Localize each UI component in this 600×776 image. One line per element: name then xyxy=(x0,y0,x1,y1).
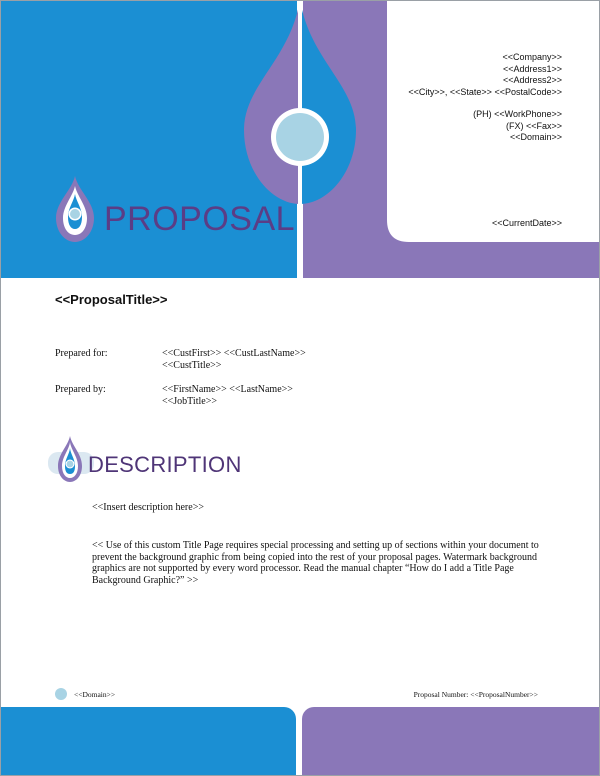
author-job-title: <<JobTitle>> xyxy=(162,396,217,407)
description-heading: DESCRIPTION xyxy=(88,452,242,477)
company-contact-block xyxy=(473,109,562,144)
prepared-by-section xyxy=(55,384,555,414)
customer-title: <<CustTitle>> xyxy=(162,360,222,371)
company-address-block xyxy=(408,52,562,98)
description-body: << Use of this custom Title Page requires special processing and setting up of sections within your document to prevent the background graphic from being copied into the rest of your proposal pages. Watermark background graphics are not supported by every word processor. Read the manual chapter “How do I add a Title Page Background Graphic?” >> xyxy=(92,540,539,586)
prepared-by-value xyxy=(162,384,293,408)
city-state-postal: <<City>>, <<State>> <<PostalCode>> xyxy=(408,86,562,97)
prepared-by-label: Prepared by: xyxy=(55,384,106,395)
customer-name: <<CustFirst>> <<CustLastName>> xyxy=(162,348,306,359)
current-date: <<CurrentDate>> xyxy=(491,218,562,228)
footer-proposal-number: Proposal Number: <<ProposalNumber>> xyxy=(413,690,538,699)
address-line-1: <<Address1>> xyxy=(502,63,562,74)
domain: <<Domain>> xyxy=(509,132,562,142)
prepared-for-section xyxy=(55,348,555,378)
proposal-logo xyxy=(50,174,100,249)
work-phone: (PH) <<WorkPhone>> xyxy=(473,109,562,119)
address-line-2: <<Address2>> xyxy=(502,75,562,85)
proposal-heading: PROPOSAL xyxy=(104,200,296,238)
prepared-for-value xyxy=(162,348,306,372)
description-placeholder: <<Insert description here>> xyxy=(92,502,204,513)
footer-dot-icon xyxy=(55,688,67,700)
proposal-title: <<ProposalTitle>> xyxy=(55,292,168,307)
company-name: <<Company>> xyxy=(502,52,562,62)
fax: (FX) <<Fax>> xyxy=(505,120,562,131)
footer-purple-band xyxy=(302,707,600,776)
footer-domain: <<Domain>> xyxy=(74,690,116,699)
prepared-for-label: Prepared for: xyxy=(55,348,108,359)
footer-blue-band xyxy=(0,707,296,776)
author-name: <<FirstName>> <<LastName>> xyxy=(162,384,293,395)
